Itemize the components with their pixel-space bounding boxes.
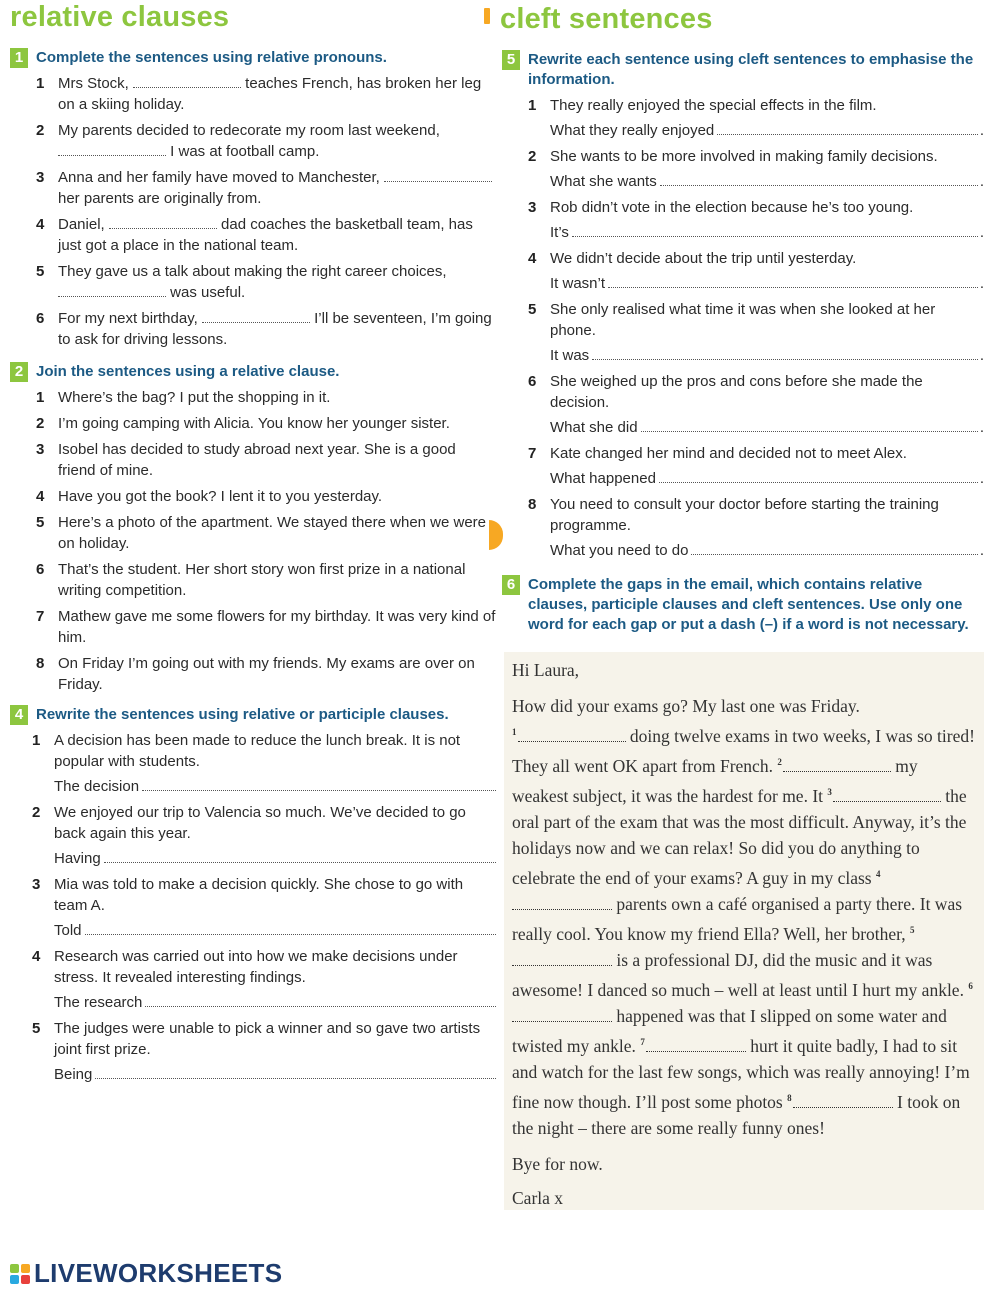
item-number: 1 [36,389,45,406]
decorative-tab [489,520,503,550]
section-5-instructions: Rewrite each sentence using cleft sentences to emphasise the information. [528,51,974,88]
answer-line[interactable] [641,418,978,432]
section-2-number: 2 [10,362,28,382]
gap-number: 5 [910,925,915,935]
item-text: Kate changed her mind and decided not to meet Alex. [550,445,907,462]
email-text: How did your exams go? My last one was Friday. [512,696,860,716]
s1-item [36,73,496,115]
answer-line[interactable] [145,993,496,1007]
s5-item [528,248,984,269]
s1-item [36,261,496,303]
answer-lead: What she did [550,419,638,436]
answer-line[interactable] [659,469,978,483]
item-text: Mathew gave me some flowers for my birthday. It was very kind of him. [58,608,496,646]
gap-number: 2 [777,757,782,767]
email-text: happened was that I slipped on some water and twisted my ankle. [512,1006,947,1056]
answer-lead: What she wants [550,173,657,190]
item-number: 2 [32,804,41,821]
s2-item [36,439,496,481]
s2-item [36,387,496,408]
item-text: Rob didn’t vote in the election because he’s too young. [550,199,914,216]
item-text: Mia was told to make a decision quickly. She chose to go with team A. [54,876,464,914]
answer-line[interactable] [592,346,978,360]
section-1-instructions: Complete the sentences using relative pronouns. [36,49,387,66]
s2-item [36,653,496,695]
item-text: Where’s the bag? I put the shopping in it. [58,389,331,406]
section-1-heading [10,48,496,68]
item-text [58,308,496,350]
left-title: relative clauses [10,1,230,33]
item-text [58,73,496,115]
gap-number: 8 [787,1093,792,1103]
s2-item [36,559,496,601]
s1-item [36,120,496,162]
left-column [10,48,496,1085]
item-number: 3 [36,169,45,186]
s5-item [528,443,984,464]
s1-item [36,214,496,256]
section-2-heading [10,362,496,382]
section-6-number: 6 [502,575,520,595]
answer-row [54,992,496,1013]
answer-row [54,1064,496,1085]
answer-line[interactable] [660,172,978,186]
s2-item [36,486,496,507]
answer-lead: What happened [550,470,656,487]
gap-8-blank[interactable] [793,1092,893,1108]
item-text: We enjoyed our trip to Valencia so much. We’ve decided to go back again this year. [54,804,466,842]
answer-row [550,171,984,192]
section-4-instructions: Rewrite the sentences using relative or participle clauses. [36,706,449,723]
answer-line[interactable] [95,1065,496,1079]
item-number: 4 [32,948,41,965]
item-text: On Friday I’m going out with my friends. My exams are over on Friday. [58,655,475,693]
section-2-instructions: Join the sentences using a relative clause. [36,363,340,380]
item-text: Here’s a photo of the apartment. We stayed there when we were on holiday. [58,514,487,552]
item-text: That’s the student. Her short story won first prize in a national writing competition. [58,561,466,599]
section-4-number: 4 [10,705,28,725]
item-text: We didn’t decide about the trip until yesterday. [550,250,857,267]
item-text: Research was carried out into how we make decisions under stress. It revealed interesting findings. [54,948,458,986]
s5-item [528,299,984,341]
text-after: her parents are originally from. [58,190,262,207]
s4-item [32,802,496,844]
item-text [58,261,496,303]
item-text: A decision has been made to reduce the lunch break. It is not popular with students. [54,732,461,770]
gap-number: 1 [512,727,517,737]
email-text: my weakest subject, it was the hardest for me. It [512,756,918,806]
answer-blank[interactable] [133,73,241,88]
gap-number: 6 [968,981,973,991]
item-text: They really enjoyed the special effects in the film. [550,97,877,114]
item-number: 3 [32,876,41,893]
item-number: 4 [36,488,45,505]
s5-item [528,95,984,116]
text-after: I’ll be seventeen, I’m going to ask for driving lessons. [58,310,492,348]
email-text: hurt it quite badly, I had to sit and watch for the last few songs, which was really annoying! I’m fine now though. I’ll post some photos [512,1036,970,1112]
end-mark: . [979,470,984,487]
logo-icon [10,1264,30,1284]
answer-lead: What you need to do [550,542,689,559]
answer-row [550,222,984,243]
item-number: 5 [528,301,537,318]
email [512,657,976,1211]
s4-item [32,874,496,916]
end-mark: . [979,224,984,241]
text-after: dad coaches the basketball team, has just got a place in the national team. [58,216,473,254]
item-number: 2 [36,415,45,432]
answer-line[interactable] [717,121,978,135]
section-1-list [36,73,496,350]
section-4-list [32,730,496,1085]
item-number: 1 [32,732,41,749]
section-4-heading [10,705,496,725]
answer-row [550,120,984,141]
text-after: teaches French, has broken her leg on a skiing holiday. [58,75,482,113]
end-mark: . [979,275,984,292]
text-after: I was at football camp. [166,143,320,160]
answer-line[interactable] [142,777,496,791]
email-greeting: Hi Laura, [512,660,580,680]
gap-2-blank[interactable] [783,756,891,772]
section-6-heading [502,575,984,635]
answer-lead: The research [54,994,143,1011]
item-number: 8 [36,655,45,672]
item-number: 1 [528,97,537,114]
end-mark: . [979,419,984,436]
answer-blank[interactable] [58,141,166,156]
answer-lead: What they really enjoyed [550,122,715,139]
answer-row [550,540,984,561]
item-number: 5 [32,1020,41,1037]
email-text: parents own a café organised a party there. It was really cool. You know my friend Ella? Well, her brother, [512,894,963,944]
item-number: 3 [528,199,537,216]
section-1-number: 1 [10,48,28,68]
gap-number: 7 [640,1037,645,1047]
s1-item [36,167,496,209]
text-before: For my next birthday, [58,310,202,327]
item-text: She wants to be more involved in making family decisions. [550,148,938,165]
item-number: 8 [528,496,537,513]
gap-4-blank[interactable] [512,894,612,910]
answer-blank[interactable] [58,282,166,297]
answer-lead: Told [54,922,82,939]
text-before: They gave us a talk about making the right career choices, [58,263,447,280]
gap-5-blank[interactable] [512,950,612,966]
email-signature: Carla x [512,1188,564,1208]
s2-item [36,512,496,554]
item-text: I’m going camping with Alicia. You know her younger sister. [58,415,450,432]
s4-item [32,730,496,772]
brand-name: LIVEWORKSHEETS [34,1258,283,1288]
email-text: the oral part of the exam that was the most difficult. Anyway, it’s the holidays now and we can relax! So did you do anything to celebrate the end of your exams? A guy in my class [512,786,967,888]
gap-6-blank[interactable] [512,1006,612,1022]
item-number: 7 [36,608,45,625]
answer-row [54,848,496,869]
gap-1-blank[interactable] [518,726,626,742]
answer-line[interactable] [104,849,496,863]
s2-item [36,606,496,648]
item-text: Have you got the book? I lent it to you yesterday. [58,488,383,505]
text-after: was useful. [166,284,246,301]
item-number: 1 [36,75,45,92]
s5-item [528,146,984,167]
s5-item [528,494,984,536]
answer-lead: The decision [54,778,140,795]
item-text: She weighed up the pros and cons before she made the decision. [550,373,923,411]
section-6-instructions: Complete the gaps in the email, which contains relative clauses, participle clauses and cleft sentences. Use only one word for each gap or put a dash (–) if a word is not necessary. [528,576,969,633]
right-title: cleft sentences [500,3,713,35]
item-text: The judges were unable to pick a winner and so gave two artists joint first prize. [54,1020,481,1058]
answer-line[interactable] [85,921,496,935]
item-text [58,167,496,209]
item-number: 6 [528,373,537,390]
answer-blank[interactable] [109,214,217,229]
answer-lead: Being [54,1066,93,1083]
item-text: She only realised what time it was when she looked at her phone. [550,301,936,339]
email-body [512,693,976,1141]
item-number: 5 [36,263,45,280]
answer-lead: Having [54,850,101,867]
gap-number: 3 [827,787,832,797]
answer-line[interactable] [572,223,978,237]
answer-blank[interactable] [384,167,492,182]
answer-row [54,776,496,797]
end-mark: . [979,122,984,139]
item-number: 6 [36,561,45,578]
s5-item [528,197,984,218]
answer-row [550,468,984,489]
text-before: Anna and her family have moved to Manchester, [58,169,385,186]
answer-lead: It was [550,347,590,364]
item-text [58,214,496,256]
answer-row [550,345,984,366]
end-mark: . [979,347,984,364]
item-number: 2 [36,122,45,139]
title-mark [484,8,490,24]
email-text: I took on the night – there are some really funny ones! [512,1092,961,1138]
item-text: You need to consult your doctor before starting the training programme. [550,496,939,534]
answer-line[interactable] [691,541,977,555]
right-column [502,50,984,635]
email-text: doing twelve exams in two weeks, I was so tired! They all went OK apart from French. [512,726,975,776]
answer-lead: It wasn’t [550,275,606,292]
gap-3-blank[interactable] [833,786,941,802]
answer-line[interactable] [608,274,978,288]
email-text: is a professional DJ, did the music and it was awesome! I danced so much – well at least until I hurt my ankle. [512,950,969,1000]
answer-row [550,417,984,438]
item-number: 3 [36,441,45,458]
end-mark: . [979,173,984,190]
email-closing: Bye for now. [512,1154,603,1174]
text-before: My parents decided to redecorate my room last weekend, [58,122,440,139]
item-number: 2 [528,148,537,165]
item-text [58,120,496,162]
text-before: Mrs Stock, [58,75,134,92]
section-5-list [528,95,984,561]
footer-logo[interactable] [10,1258,282,1289]
s1-item [36,308,496,350]
s4-item [32,1018,496,1060]
section-5-number: 5 [502,50,520,70]
s2-item [36,413,496,434]
text-before: Daniel, [58,216,109,233]
answer-row [54,920,496,941]
s4-item [32,946,496,988]
item-number: 4 [36,216,45,233]
item-number: 6 [36,310,45,327]
answer-blank[interactable] [202,308,310,323]
answer-lead: It’s [550,224,569,241]
section-2-list [36,387,496,695]
item-text: Isobel has decided to study abroad next year. She is a good friend of mine. [58,441,456,479]
item-number: 4 [528,250,537,267]
end-mark: . [979,542,984,559]
gap-7-blank[interactable] [646,1036,746,1052]
gap-number: 4 [876,869,881,879]
s5-item [528,371,984,413]
item-number: 7 [528,445,537,462]
section-5-heading [502,50,984,90]
item-number: 5 [36,514,45,531]
answer-row [550,273,984,294]
